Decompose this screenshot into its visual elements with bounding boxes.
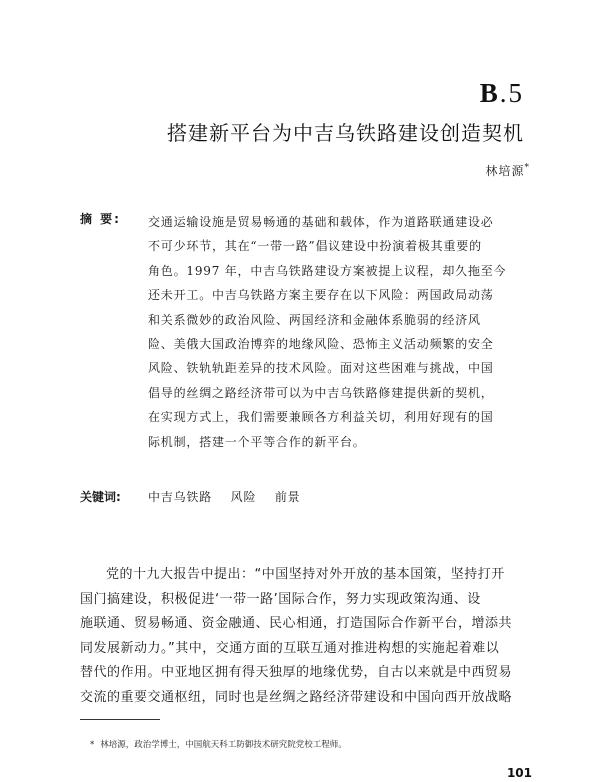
footnote-divider — [80, 719, 160, 720]
keyword: 风险 — [230, 490, 257, 504]
abstract-line: 际机制，搭建一个平等合作的新平台。 — [148, 434, 366, 449]
chapter-number — [480, 78, 524, 109]
main-text — [80, 563, 540, 710]
footnote-text: 林培源，政治学博士，中国航天科工防御技术研究院党校工程师。 — [100, 740, 347, 750]
footnote-mark: * — [90, 740, 95, 750]
keyword: 前景 — [274, 490, 301, 504]
abstract-line: 角色。1997 年，中吉乌铁路建设方案被提上议程，却久拖至今 — [148, 263, 507, 278]
abstract-line: 险、美俄大国政治博弈的地缘风险、恐怖主义活动频繁的安全 — [148, 337, 494, 352]
page-number: 101 — [506, 766, 532, 780]
body-line: 同发展新动力。”其中，交通方面的互联互通对推进构想的实施起着难以 — [80, 640, 500, 656]
page-title: 搭建新平台为中吉乌铁路建设创造契机 — [167, 121, 524, 145]
abstract-line: 还未开工。中吉乌铁路方案主要存在以下风险：两国政局动荡 — [148, 288, 494, 303]
keyword: 中吉乌铁路 — [148, 490, 213, 504]
abstract-body — [148, 210, 532, 454]
author-name: 林培源 — [485, 164, 525, 178]
abstract-line: 和关系微妙的政治风险、两国经济和金融体系脆弱的经济风 — [148, 312, 481, 327]
author-footnote-mark: * — [524, 163, 530, 173]
chapter-index: .5 — [499, 78, 524, 108]
abstract-line: 交通运输设施是贸易畅通的基础和载体，作为道路联通建设必 — [148, 215, 494, 229]
abstract-line: 倡导的丝绸之路经济带可以为中吉乌铁路修建提供新的契机， — [148, 385, 494, 400]
abstract-line: 在实现方式上，我们需要兼顾各方利益关切，利用好现有的国 — [148, 410, 494, 425]
abstract-line: 风险、铁轨轨距差异的技术风险。面对这些困难与挑战，中国 — [148, 361, 494, 376]
keywords-list — [148, 488, 314, 505]
author — [485, 162, 530, 179]
body-line: 交流的重要交通枢纽，同时也是丝绸之路经济带建设和中国向西开放战略 — [80, 689, 513, 705]
footnote — [90, 738, 347, 750]
keywords-label: 关键词: — [80, 490, 121, 504]
abstract-label: 摘 要: — [80, 212, 121, 226]
body-line: 替代的作用。中亚地区拥有得天独厚的地缘优势，自古以来就是中西贸易 — [80, 665, 513, 680]
body-line: 党的十九大报告中提出：“中国坚持对外开放的基本国策，坚持打开 — [106, 567, 505, 582]
body-line: 施联通、贸易畅通、资金融通、民心相通，打造国际合作新平台，增添共 — [80, 616, 513, 631]
abstract-line: 不可少环节，其在“一带一路”倡议建设中扮演着极其重要的 — [148, 239, 482, 254]
body-line: 国门搞建设，积极促进‘一带一路’国际合作，努力实现政策沟通、设 — [80, 591, 481, 607]
chapter-letter: B — [479, 78, 500, 108]
